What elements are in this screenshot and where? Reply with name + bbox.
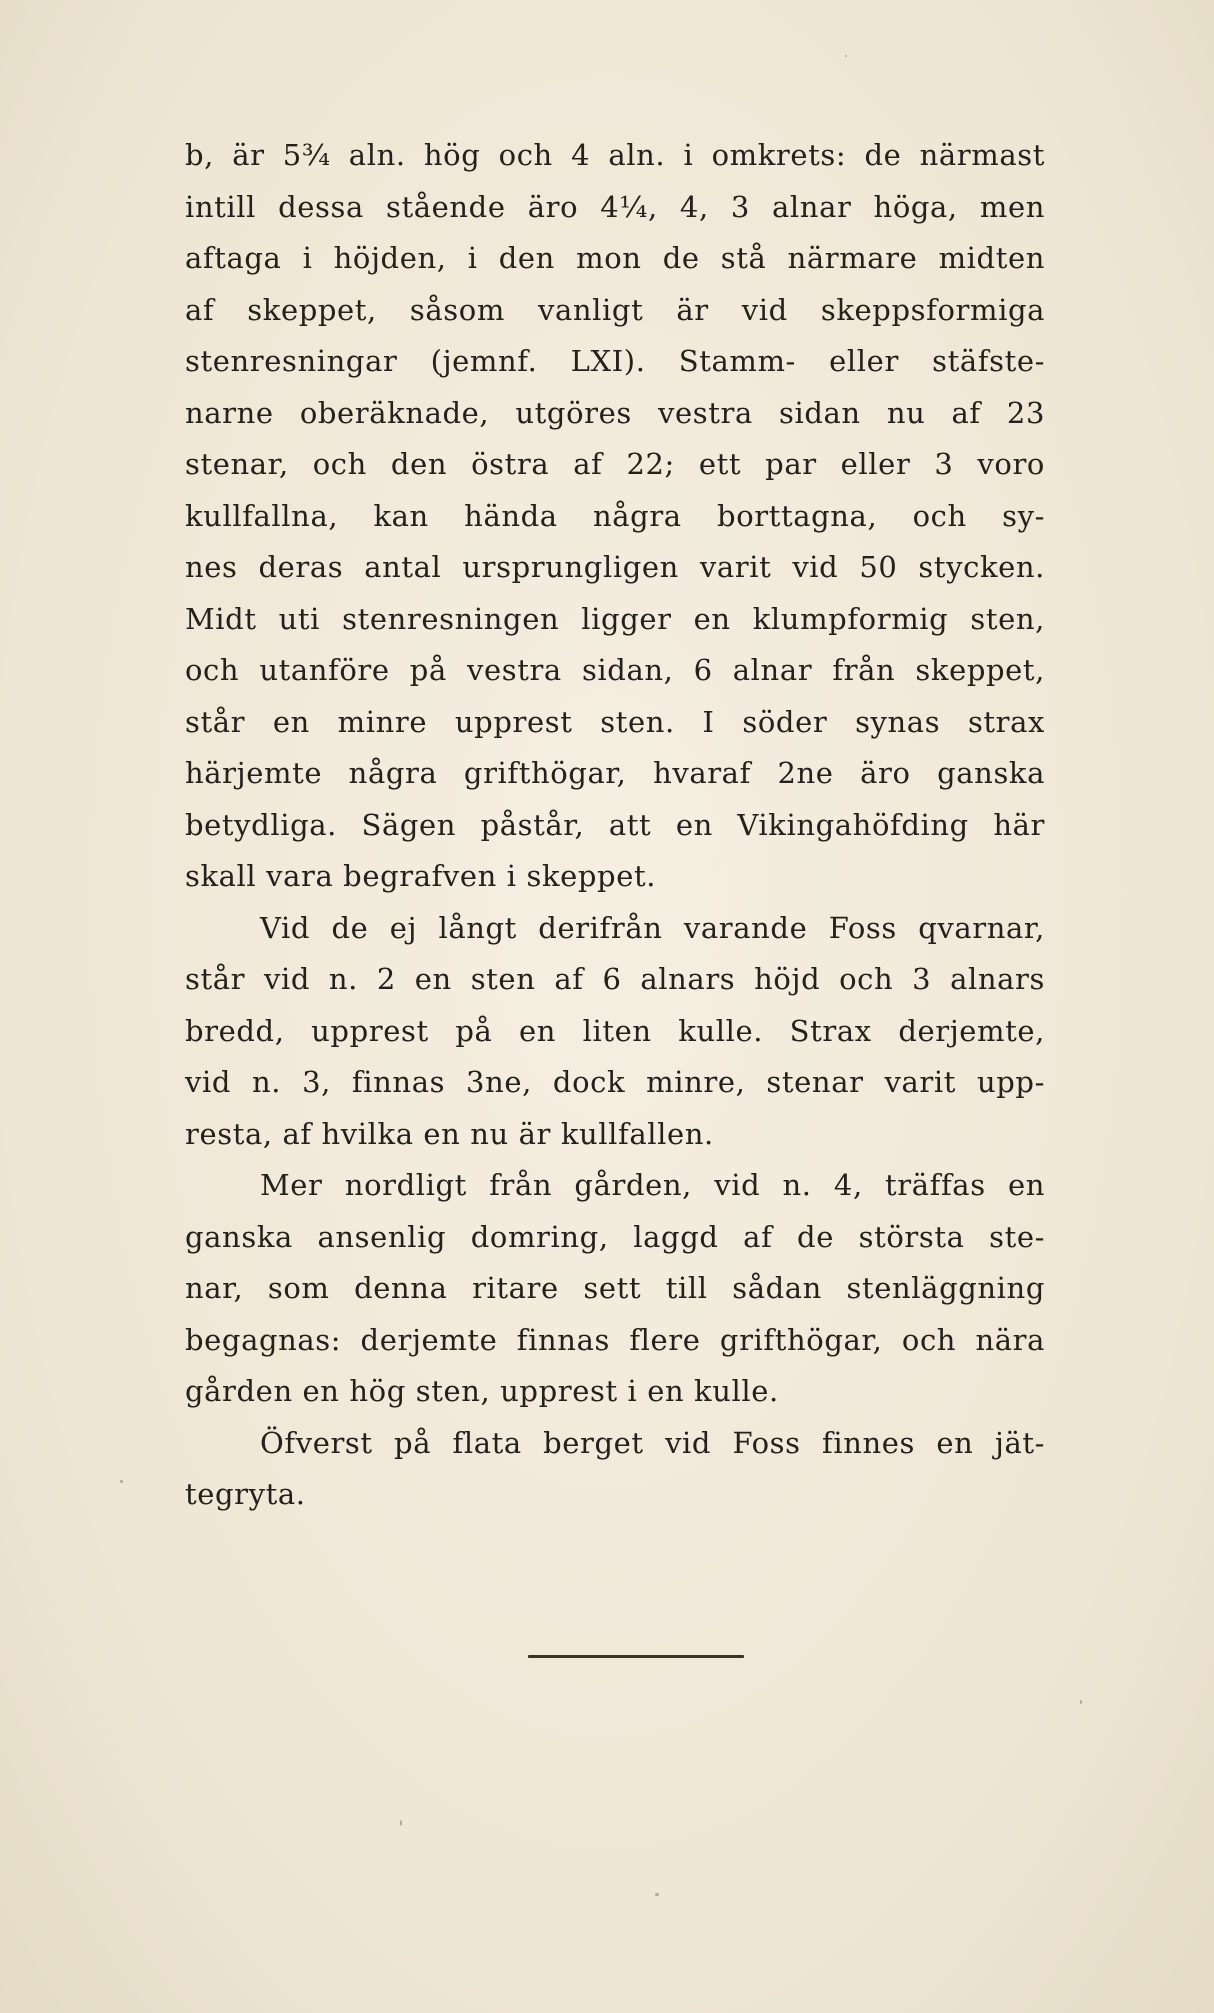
text-line: vid n. 3, finnas 3ne, dock minre, stenar varit upp- xyxy=(185,1065,1045,1099)
text-line: härjemte några grifthögar, hvaraf 2ne äro ganska xyxy=(185,756,1045,790)
section-divider xyxy=(528,1655,744,1658)
paper-speck xyxy=(1080,1700,1082,1704)
text-line: resta, af hvilka en nu är kullfallen. xyxy=(185,1116,714,1151)
text-line: b, är 5¾ aln. hög och 4 aln. i omkrets: de närmast xyxy=(185,138,1045,172)
text-line: står en minre upprest sten. I söder synas strax xyxy=(185,704,1045,739)
text-line: Midt uti stenresningen ligger en klumpformig sten, xyxy=(185,601,1045,636)
paragraph-4 xyxy=(185,1418,1045,1521)
text-line: stenresningar (jemnf. LXI). Stamm- eller stäfste- xyxy=(185,344,1045,378)
text-line: narne oberäknade, utgöres vestra sidan nu af 23 xyxy=(185,395,1045,430)
paragraph-2 xyxy=(185,903,1045,1161)
paragraph-1 xyxy=(185,130,1045,903)
text-line: tegryta. xyxy=(185,1477,306,1511)
text-line: nar, som denna ritare sett till sådan stenläggning xyxy=(185,1271,1045,1305)
paper-speck xyxy=(655,1893,659,1896)
paper-speck xyxy=(400,1820,402,1826)
text-line: ganska ansenlig domring, laggd af de största ste- xyxy=(185,1219,1045,1254)
text-line: och utanföre på vestra sidan, 6 alnar från skeppet, xyxy=(185,653,1045,687)
text-line: begagnas: derjemte finnas flere grifthögar, och nära xyxy=(185,1322,1045,1357)
paper-speck xyxy=(120,1480,123,1483)
text-line: står vid n. 2 en sten af 6 alnars höjd och 3 alnars xyxy=(185,962,1045,996)
text-line: gården en hög sten, upprest i en kulle. xyxy=(185,1374,779,1408)
text-line: kullfallna, kan hända några borttagna, och sy- xyxy=(185,498,1045,533)
text-line: aftaga i höjden, i den mon de stå närmare midten xyxy=(185,241,1045,275)
paragraph-3 xyxy=(185,1160,1045,1418)
text-line: nes deras antal ursprungligen varit vid 50 stycken. xyxy=(185,550,1045,584)
text-line: Mer nordligt från gården, vid n. 4, träffas en xyxy=(260,1168,1045,1202)
text-line: af skeppet, såsom vanligt är vid skeppsformiga xyxy=(185,292,1045,327)
page-text xyxy=(185,130,1045,1521)
text-line: Öfverst på flata berget vid Foss finnes en jät- xyxy=(260,1425,1045,1460)
text-line: skall vara begrafven i skeppet. xyxy=(185,859,657,893)
text-line: stenar, och den östra af 22; ett par eller 3 voro xyxy=(185,447,1045,481)
paper-speck xyxy=(845,55,847,57)
text-line: bredd, upprest på en liten kulle. Strax derjemte, xyxy=(185,1013,1045,1048)
text-line: intill dessa stående äro 4¼, 4, 3 alnar höga, men xyxy=(185,189,1045,224)
text-line: betydliga. Sägen påstår, att en Vikingahöfding här xyxy=(185,807,1045,842)
text-line: Vid de ej långt derifrån varande Foss qvarnar, xyxy=(260,910,1045,945)
